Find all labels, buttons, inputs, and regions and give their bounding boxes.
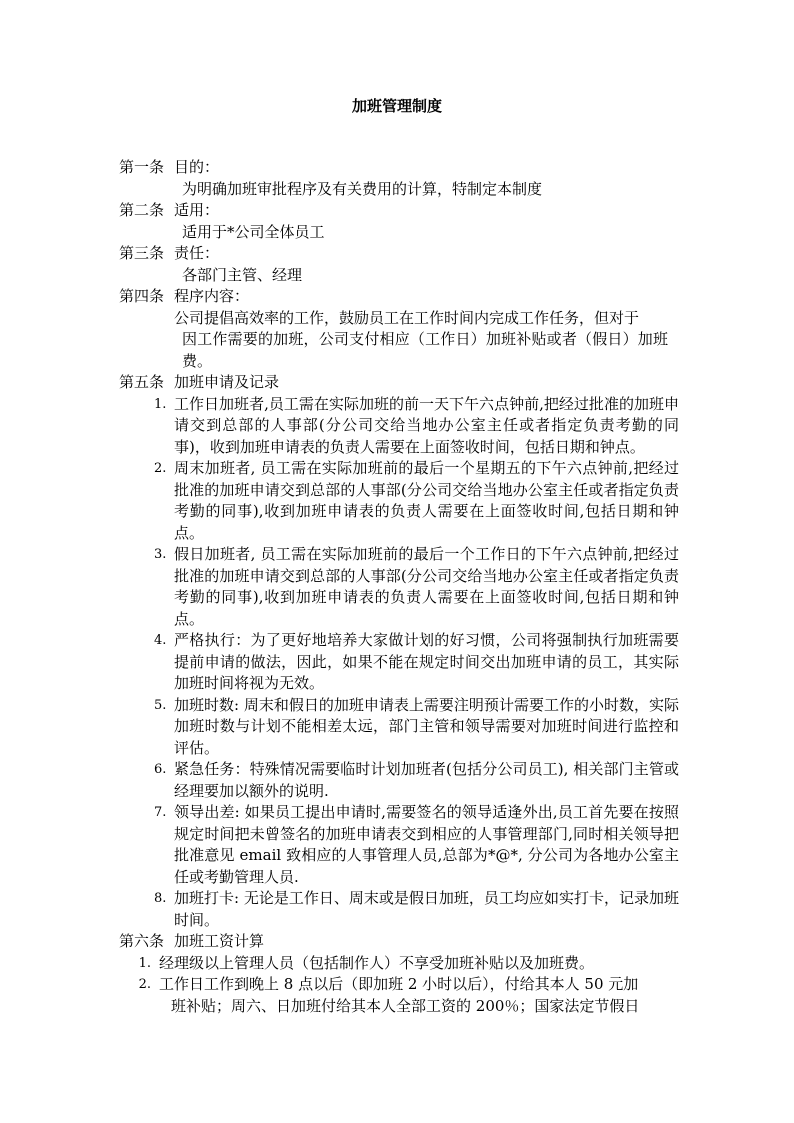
item-text: 假日加班者, 员工需在实际加班前的最后一个工作日的下午六点钟前,把经过批准的加班申请交到总部的人事部(分公司交给当地办公室主任或者指定负责考勤的同事),收到加班申请表的负责人需要在上面签收时间,包括日期和钟点。	[174, 545, 679, 628]
list-item	[119, 695, 679, 760]
item-text: 加班时数: 周末和假日的加班申请表上需要注明预计需要工作的小时数，实际加班时数与计划不能相差太远，部门主管和领导需要对加班时间进行监控和评估。	[174, 695, 679, 757]
article-1-body: 为明确加班审批程序及有关费用的计算，特制定本制度	[182, 179, 543, 198]
item-number: 2.	[138, 977, 151, 992]
item-text: 工作日加班者,员工需在实际加班的前一天下午六点钟前,把经过批准的加班申请交到总部的人事部(分公司交给当地办公室主任或者指定负责考勤的同事)，收到加班申请表的负责人需要在上面签收时间，包括日期和钟点。	[174, 394, 679, 456]
article-5-list	[119, 394, 679, 932]
document-title: 加班管理制度	[351, 97, 442, 115]
article-3-body: 各部门主管、经理	[182, 265, 303, 284]
item-text: 严格执行：为了更好地培养大家做计划的好习惯，公司将强制执行加班需要提前申请的做法，因此，如果不能在规定时间交出加班申请的员工，其实际加班时间将视为无效。	[174, 631, 679, 692]
article-number: 第一条	[119, 158, 165, 176]
article-1-header	[119, 157, 679, 179]
article-4-body-line1: 公司提倡高效率的工作，鼓励员工在工作时间内完成工作任务，但对于	[174, 308, 640, 327]
item-number: 2.	[154, 461, 167, 476]
list-item	[119, 544, 679, 630]
item-number: 1.	[138, 955, 151, 971]
article-6-header	[119, 931, 679, 953]
item-number: 3.	[154, 547, 167, 562]
item-number: 1.	[154, 396, 167, 412]
article-2-header	[119, 200, 679, 222]
item-text: 周末加班者, 员工需在实际加班前的最后一个星期五的下午六点钟前,把经过批准的加班申请交到总部的人事部(分公司交给当地办公室主任或者指定负责考勤的同事),收到加班申请表的负责人需要在上面签收时间,包括日期和钟点。	[174, 459, 679, 542]
item-text: 加班打卡: 无论是工作日、周末或是假日加班，员工均应如实打卡，记录加班时间。	[174, 889, 679, 929]
item-text: 经理级以上管理人员（包括制作人）不享受加班补贴以及加班费。	[159, 953, 595, 972]
document-body	[119, 157, 679, 1017]
list-item	[119, 974, 679, 1017]
item-text: 领导出差: 如果员工提出申请时,需要签名的领导适逢外出,员工首先要在按照规定时间把未曾签名的加班申请表交到相应的人事管理部门,同时相关领导把批准意见 email 致相应的人事管理人员,总部为*@*, 分公司为各地办公室主任或考勤管理人员.	[174, 803, 679, 886]
item-text-continued: 班补贴；周六、日加班付给其本人全部工资的 200％；国家法定节假日	[171, 996, 640, 1015]
article-heading: 程序内容：	[174, 287, 250, 305]
list-item	[119, 953, 679, 975]
article-2-body: 适用于*公司全体员工	[182, 222, 325, 241]
article-number: 第四条	[119, 287, 165, 305]
article-number: 第五条	[119, 373, 165, 391]
article-4-body-rest: 因工作需要的加班，公司支付相应（工作日）加班补贴或者（假日）加班费。	[182, 330, 668, 370]
article-heading: 加班工资计算	[174, 932, 265, 950]
item-number: 5.	[154, 697, 167, 713]
article-number: 第六条	[119, 932, 165, 950]
item-text: 工作日工作到晚上 8 点以后（即加班 2 小时以后），付给其本人 50 元加	[159, 975, 639, 993]
list-item	[119, 394, 679, 459]
article-heading: 适用：	[174, 201, 220, 219]
article-4-header	[119, 286, 679, 308]
article-4-body	[174, 308, 668, 373]
item-number: 6.	[154, 762, 167, 777]
article-number: 第三条	[119, 244, 165, 262]
article-heading: 责任：	[174, 244, 220, 262]
item-number: 7.	[154, 805, 167, 820]
list-item	[119, 802, 679, 888]
article-heading: 目的：	[174, 158, 220, 176]
list-item	[119, 759, 679, 802]
article-heading: 加班申请及记录	[174, 373, 280, 391]
list-item	[119, 458, 679, 544]
article-3-header	[119, 243, 679, 265]
article-number: 第二条	[119, 201, 165, 219]
list-item	[119, 888, 679, 931]
item-text: 紧急任务：特殊情况需要临时计划加班者(包括分公司员工), 相关部门主管或经理要加以额外的说明.	[174, 760, 679, 800]
item-number: 4.	[154, 633, 167, 648]
list-item	[119, 630, 679, 695]
item-number: 8.	[154, 891, 167, 906]
article-5-header	[119, 372, 679, 394]
